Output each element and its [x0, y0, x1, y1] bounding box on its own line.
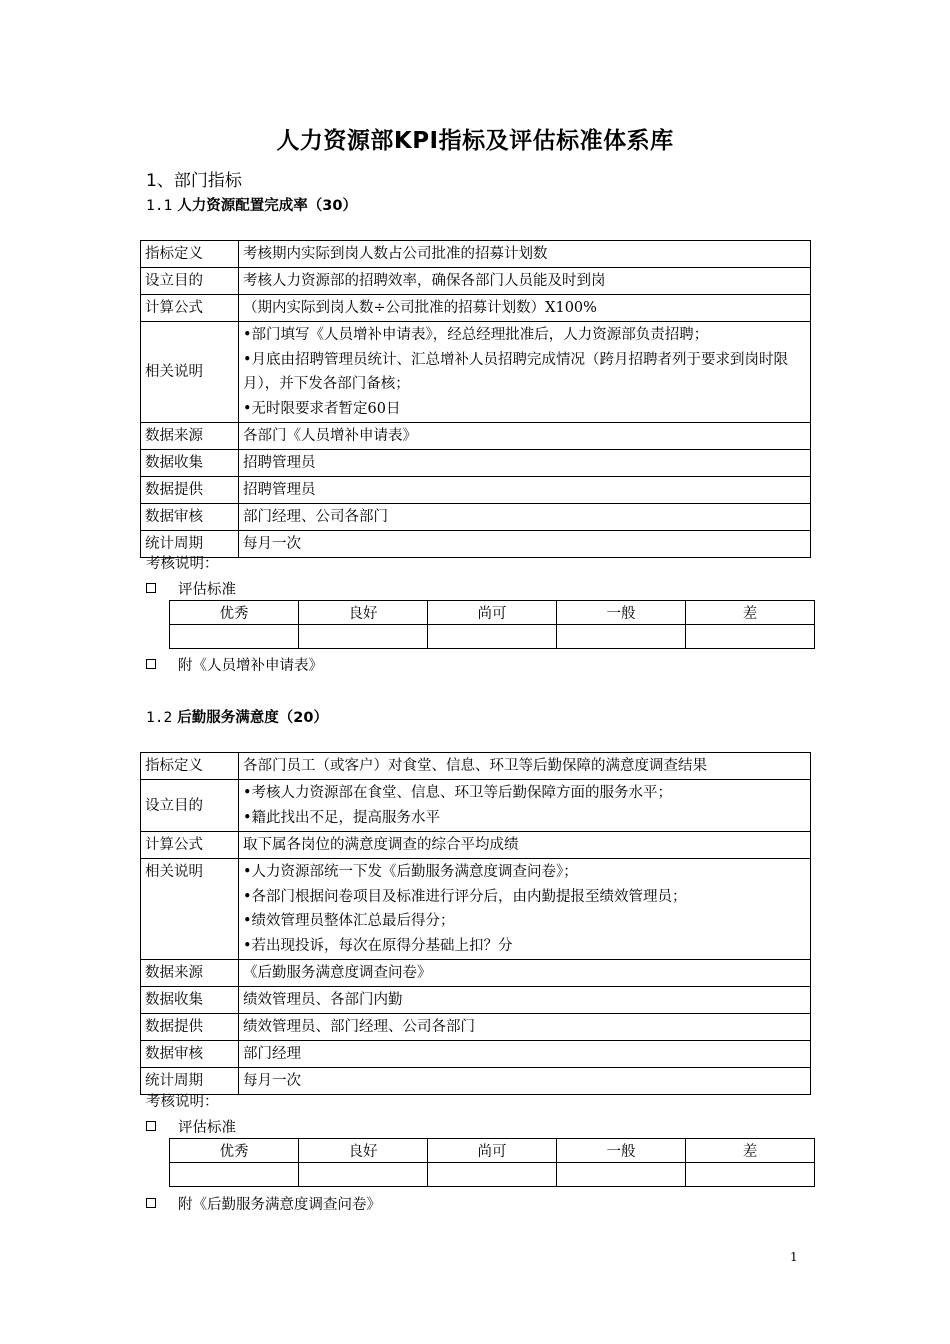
kpi1-table — [140, 240, 811, 558]
checkbox-square-icon — [146, 659, 156, 669]
note-line: •人力资源部统一下发《后勤服务满意度调查问卷》； — [243, 864, 578, 880]
row-value: 绩效管理员、各部门内勤 — [239, 987, 811, 1014]
row-label: 设立目的 — [141, 268, 239, 295]
checkbox-square-icon — [146, 583, 156, 593]
row-value-multiline — [239, 322, 811, 423]
row-value: 招聘管理员 — [239, 450, 811, 477]
kpi2-criteria-label: 评估标准 — [178, 1120, 236, 1136]
table-row — [141, 450, 811, 477]
row-value-multiline — [239, 859, 811, 960]
table-row — [141, 832, 811, 859]
row-value: 各部门《人员增补申请表》 — [239, 423, 811, 450]
section-heading: 1、部门指标 — [146, 171, 242, 191]
row-label: 设立目的 — [141, 780, 239, 832]
note-line: •无时限要求者暂定60日 — [243, 400, 401, 417]
row-label: 指标定义 — [141, 753, 239, 780]
kpi2-heading-number: 1.2 — [146, 710, 173, 726]
kpi1-exam-note: 考核说明： — [146, 556, 219, 572]
grade-header-row — [170, 601, 815, 625]
kpi1-attachment-line — [146, 654, 323, 675]
row-value: 考核人力资源部的招聘效率，确保各部门人员能及时到岗 — [239, 268, 811, 295]
purpose-line: •籍此找出不足，提高服务水平 — [243, 809, 441, 826]
kpi2-heading-text: 后勤服务满意度（20） — [177, 710, 328, 726]
table-row — [141, 859, 811, 960]
purpose-line: •考核人力资源部在食堂、信息、环卫等后勤保障方面的服务水平； — [243, 785, 673, 801]
row-value: 考核期内实际到岗人数占公司批准的招募计划数 — [239, 241, 811, 268]
kpi1-heading-text: 人力资源配置完成率（30） — [177, 198, 357, 214]
kpi1-grade-table — [169, 600, 815, 649]
grade-header: 一般 — [557, 601, 686, 625]
grade-header: 尚可 — [428, 1139, 557, 1163]
checkbox-square-icon — [146, 1121, 156, 1131]
grade-value-row — [170, 1163, 815, 1187]
row-value-multiline — [239, 780, 811, 832]
row-label: 数据来源 — [141, 960, 239, 987]
row-label: 计算公式 — [141, 295, 239, 322]
grade-cell — [170, 1163, 299, 1187]
table-row — [141, 477, 811, 504]
table-row — [141, 1068, 811, 1095]
row-label: 数据审核 — [141, 504, 239, 531]
note-line: •部门填写《人员增补申请表》，经总经理批准后，人力资源部负责招聘； — [243, 327, 709, 343]
row-label: 相关说明 — [141, 322, 239, 423]
row-label: 数据来源 — [141, 423, 239, 450]
kpi2-table — [140, 752, 811, 1095]
row-label: 计算公式 — [141, 832, 239, 859]
row-label: 相关说明 — [141, 859, 239, 960]
grade-header-row — [170, 1139, 815, 1163]
table-row — [141, 322, 811, 423]
row-value: 每月一次 — [239, 1068, 811, 1095]
table-row — [141, 241, 811, 268]
checkbox-square-icon — [146, 1198, 156, 1208]
row-label: 数据审核 — [141, 1041, 239, 1068]
grade-header: 差 — [686, 601, 815, 625]
grade-cell — [170, 625, 299, 649]
kpi2-attachment-line — [146, 1193, 381, 1214]
kpi1-attachment: 附《人员增补申请表》 — [178, 658, 323, 674]
table-row — [141, 1041, 811, 1068]
row-value: 各部门员工（或客户）对食堂、信息、环卫等后勤保障的满意度调查结果 — [239, 753, 811, 780]
row-value: 每月一次 — [239, 531, 811, 558]
row-value: 部门经理 — [239, 1041, 811, 1068]
note-line: •各部门根据问卷项目及标准进行评分后，由内勤提报至绩效管理员； — [243, 888, 687, 905]
grade-value-row — [170, 625, 815, 649]
kpi2-heading — [146, 706, 328, 727]
row-value: 招聘管理员 — [239, 477, 811, 504]
kpi1-criteria-label: 评估标准 — [178, 582, 236, 598]
row-value: 部门经理、公司各部门 — [239, 504, 811, 531]
table-row — [141, 295, 811, 322]
grade-cell — [686, 1163, 815, 1187]
table-row — [141, 987, 811, 1014]
grade-header: 良好 — [299, 601, 428, 625]
grade-header: 优秀 — [170, 1139, 299, 1163]
table-row — [141, 780, 811, 832]
table-row — [141, 268, 811, 295]
kpi2-attachment: 附《后勤服务满意度调查问卷》 — [178, 1197, 381, 1213]
row-label: 统计周期 — [141, 1068, 239, 1095]
table-row — [141, 753, 811, 780]
kpi2-exam-note: 考核说明： — [146, 1094, 219, 1110]
grade-cell — [686, 625, 815, 649]
kpi2-criteria-line — [146, 1116, 236, 1137]
row-value: 《后勤服务满意度调查问卷》 — [239, 960, 811, 987]
note-line: •若出现投诉，每次在原得分基础上扣？分 — [243, 937, 513, 954]
table-row — [141, 960, 811, 987]
grade-cell — [299, 625, 428, 649]
table-row — [141, 531, 811, 558]
kpi2-grade-table — [169, 1138, 815, 1187]
row-label: 数据提供 — [141, 1014, 239, 1041]
row-label: 统计周期 — [141, 531, 239, 558]
row-label: 数据收集 — [141, 987, 239, 1014]
kpi1-criteria-line — [146, 578, 236, 599]
row-label: 指标定义 — [141, 241, 239, 268]
kpi1-heading-number: 1.1 — [146, 198, 173, 214]
grade-header: 良好 — [299, 1139, 428, 1163]
grade-cell — [428, 1163, 557, 1187]
note-line: •月底由招聘管理员统计、汇总增补人员招聘完成情况（跨月招聘者列于要求到岗时限月），并下发各部门备核； — [243, 351, 789, 392]
page-number: 1 — [790, 1250, 798, 1264]
kpi1-heading — [146, 194, 357, 215]
grade-cell — [428, 625, 557, 649]
row-value: 绩效管理员、部门经理、公司各部门 — [239, 1014, 811, 1041]
row-value: （期内实际到岗人数÷公司批准的招募计划数）X100% — [239, 295, 811, 322]
row-label: 数据提供 — [141, 477, 239, 504]
grade-cell — [557, 625, 686, 649]
grade-header: 一般 — [557, 1139, 686, 1163]
grade-header: 优秀 — [170, 601, 299, 625]
table-row — [141, 504, 811, 531]
row-label: 数据收集 — [141, 450, 239, 477]
grade-cell — [557, 1163, 686, 1187]
row-value: 取下属各岗位的满意度调查的综合平均成绩 — [239, 832, 811, 859]
note-line: •绩效管理员整体汇总最后得分； — [243, 913, 455, 929]
table-row — [141, 1014, 811, 1041]
grade-header: 尚可 — [428, 601, 557, 625]
grade-cell — [299, 1163, 428, 1187]
grade-header: 差 — [686, 1139, 815, 1163]
table-row — [141, 423, 811, 450]
page-title: 人力资源部KPI指标及评估标准体系库 — [276, 128, 674, 154]
